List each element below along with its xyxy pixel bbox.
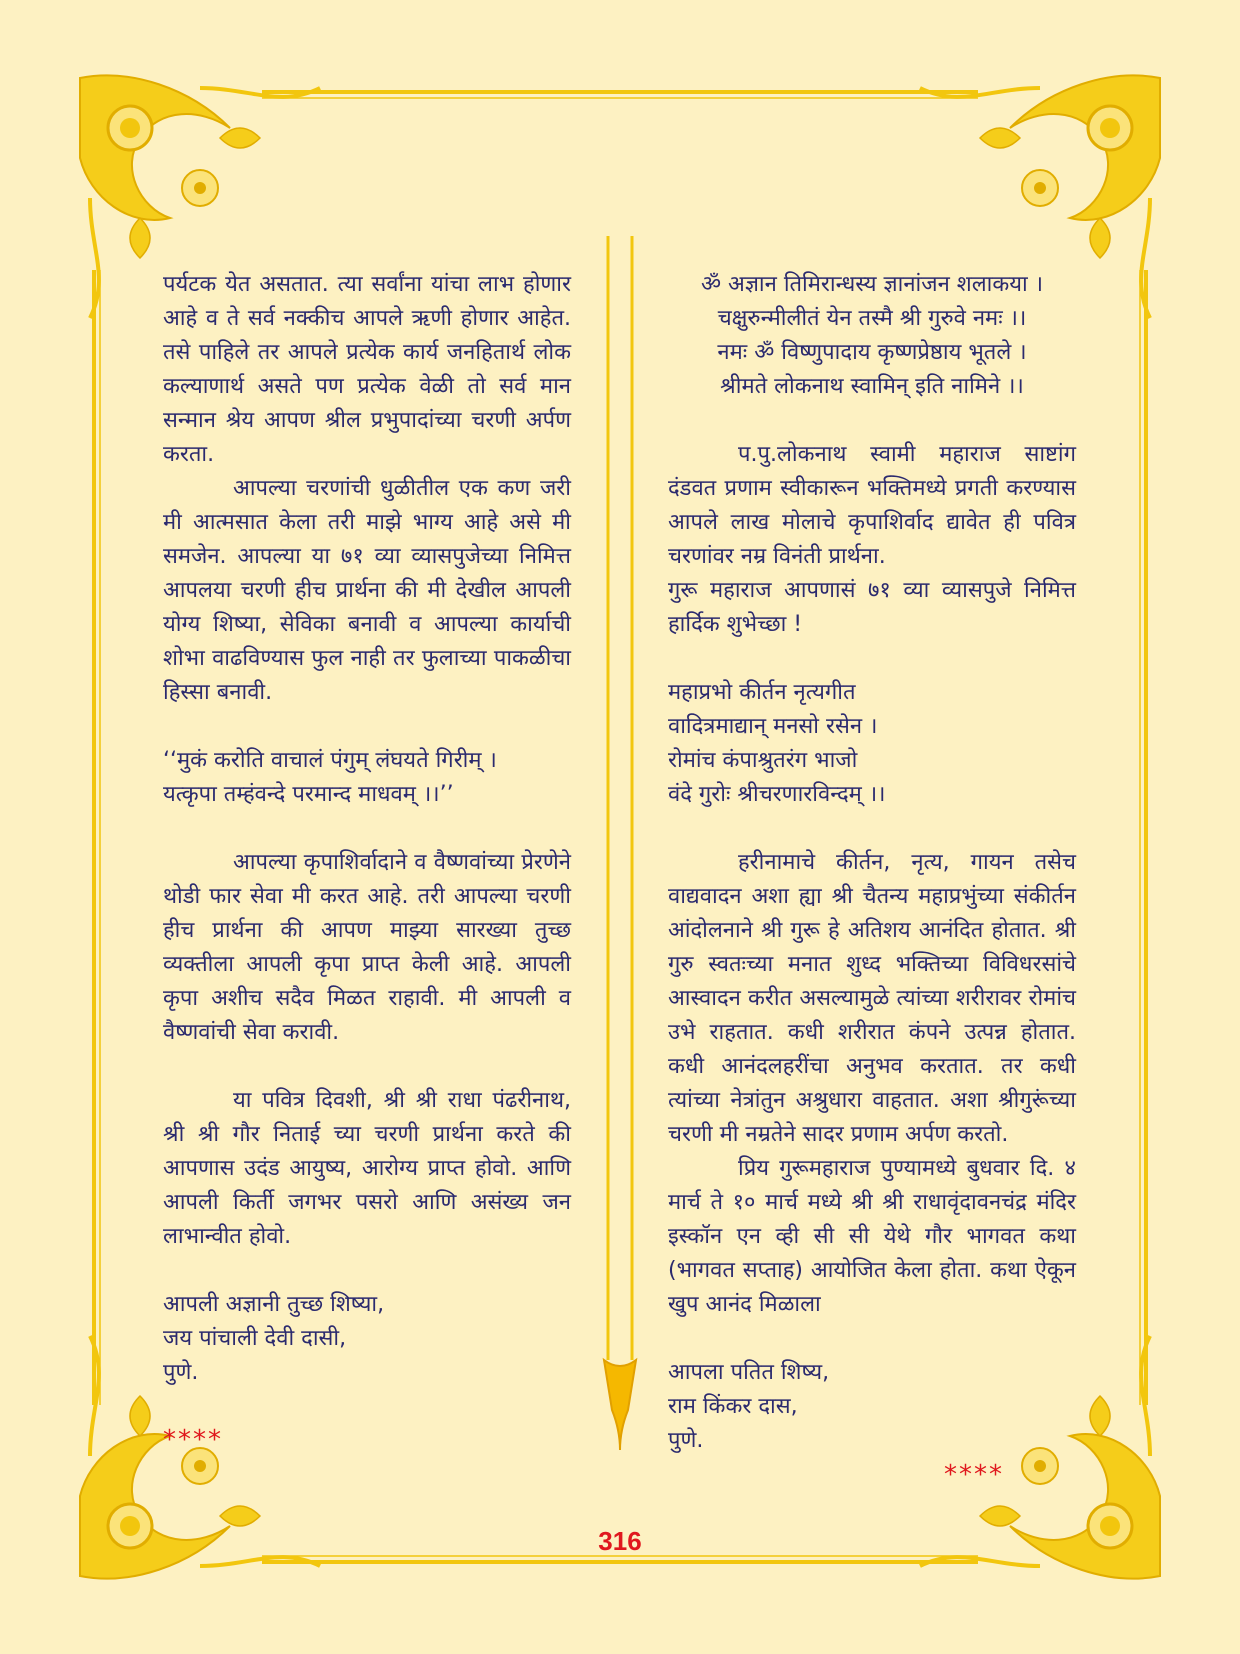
right-paragraph-1: प.पु.लोकनाथ स्वामी महाराज साष्टांग दंडवत प्रणाम स्वीकारून भक्तिमध्ये प्रगती करण्यास आपले लाख मोलाचे कृपाशिर्वाद द्यावेत ही पवित्र चरणांवर नम्र विनंती प्रार्थना. bbox=[668, 442, 1076, 569]
verse2-line-4: वंदे गुरोः श्रीचरणारविन्दम् ।। bbox=[668, 782, 886, 807]
verse2-line-2: वादित्रमाद्यान् मनसो रसेन । bbox=[668, 714, 878, 739]
right-signature-line-1: आपला पतित शिष्य, bbox=[668, 1360, 830, 1385]
verse1-line-4: श्रीमते लोकनाथ स्वामिन् इति नामिने ।। bbox=[720, 374, 1024, 399]
left-signature-line-2: जय पांचाली देवी दासी, bbox=[163, 1326, 347, 1351]
tilak-divider-icon bbox=[604, 236, 636, 1450]
right-paragraph-2: गुरू महाराज आपणासं ७१ व्या व्यासपुजे निमित्त हार्दिक शुभेच्छा ! bbox=[668, 578, 1076, 637]
left-paragraph-1: पर्यटक येत असतात. त्या सर्वांना यांचा लाभ होणार आहे व ते सर्व नक्कीच आपले ऋणी होणार आहेत. तसे पाहिले तर आपले प्रत्येक कार्य जनहितार्थ लोक कल्याणार्थ असते पण प्रत्येक वेळी तो सर्व मान सन्मान श्रेय आपण श्रील प्रभुपादांच्या चरणी अर्पण करता. bbox=[163, 272, 571, 467]
left-stars: **** bbox=[163, 1425, 223, 1455]
left-column bbox=[163, 268, 571, 1390]
right-stars: **** bbox=[944, 1460, 1004, 1490]
left-paragraph-3: आपल्या कृपाशिर्वादाने व वैष्णवांच्या प्रेरणेने थोडी फार सेवा मी करत आहे. तरी आपल्या चरणी हीच प्रार्थना की आपण माझ्या सारख्या तुच्छ व्यक्तीला आपली कृपा प्राप्त केली आहे. आपली कृपा अशीच सदैव मिळत राहावी. मी आपली व वैष्णवांची सेवा करावी. bbox=[163, 850, 571, 1045]
left-signature-line-1: आपली अज्ञानी तुच्छ शिष्या, bbox=[163, 1292, 385, 1317]
left-paragraph-4: या पवित्र दिवशी, श्री श्री राधा पंढरीनाथ, श्री श्री गौर निताई च्या चरणी प्रार्थना करते की आपणास उदंड आयुष्य, आरोग्य प्राप्त होवो. आणि आपली किर्ती जगभर पसरो आणि असंख्य जन लाभान्वीत होवो. bbox=[163, 1088, 571, 1249]
page-number: 316 bbox=[598, 1526, 642, 1556]
verse2-line-3: रोमांच कंपाश्रुतरंग भाजो bbox=[668, 748, 858, 773]
right-signature-line-3: पुणे. bbox=[668, 1428, 704, 1453]
left-paragraph-2: आपल्या चरणांची धुळीतील एक कण जरी मी आत्मसात केला तरी माझे भाग्य आहे असे मी समजेन. आपल्या या ७१ व्या व्यासपुजेच्या निमित्त आपलया चरणी हीच प्रार्थना की मी देखील आपली योग्य शिष्या, सेविका बनावी व आपल्या कार्याची शोभा वाढविण्यास फुल नाही तर फुलाच्या पाकळीचा हिस्सा बनावी. bbox=[163, 476, 571, 705]
verse1-line-3: नमः ॐ विष्णुपादाय कृष्णप्रेष्ठाय भूतले । bbox=[717, 340, 1027, 365]
right-paragraph-3: हरीनामाचे कीर्तन, नृत्य, गायन तसेच वाद्यवादन अशा ह्या श्री चैतन्य महाप्रभुंच्या संकीर्तन आंदोलनाने श्री गुरू हे अतिशय आनंदित होतात. श्री गुरु स्वतःच्या मनात शुध्द भक्तिच्या विविधरसांचे आस्वादन करीत असल्यामुळे त्यांच्या शरीरावर रोमांच उभे राहतात. कधी शरीरात कंपने उत्पन्न होतात. कधी आनंदलहरींचा अनुभव करतात. तर कधी त्यांच्या नेत्रांतुन अश्रुधारा वाहतात. अशा श्रीगुरूंच्या चरणी मी नम्रतेने सादर प्रणाम अर्पण करतो. bbox=[668, 850, 1076, 1147]
left-signature-line-3: पुणे. bbox=[163, 1360, 199, 1385]
right-paragraph-4: प्रिय गुरूमहाराज पुण्यामध्ये बुधवार दि. ४ मार्च ते १० मार्च मध्ये श्री श्री राधावृंदावनचंद्र मंदिर इस्कॉन एन व्ही सी सी येथे गौर भागवत कथा (भागवत सप्ताह) आयोजित केला होता. कथा ऐकून खुप आनंद मिळाला bbox=[668, 1156, 1076, 1317]
verse2-line-1: महाप्रभो कीर्तन नृत्यगीत bbox=[668, 680, 856, 705]
right-column bbox=[668, 268, 1076, 1458]
left-quote-line-2: यत्कृपा तम्हंवन्दे परमान्द माधवम् ।।’’ bbox=[163, 782, 454, 807]
left-quote-line-1: ‘‘मुकं करोति वाचालं पंगुम् लंघयते गिरीम् । bbox=[163, 748, 497, 773]
verse1-line-2: चक्षुरुन्मीलीतं येन तस्मै श्री गुरुवे नमः ।। bbox=[717, 306, 1027, 331]
right-signature-line-2: राम किंकर दास, bbox=[668, 1394, 798, 1419]
verse1-line-1: ॐ अज्ञान तिमिरान्धस्य ज्ञानांजन शलाकया । bbox=[700, 272, 1044, 297]
